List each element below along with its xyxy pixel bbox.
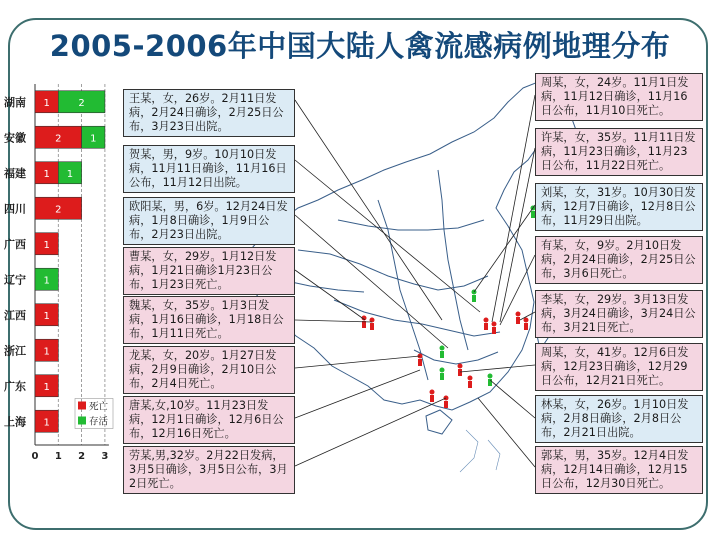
case-card-ouyang: 欧阳某，男，6岁。12月24日发病，1月8日确诊，1月9日公布，2月23日出院。 — [123, 197, 295, 245]
x-tick-label: 1 — [54, 451, 62, 462]
x-tick-label: 2 — [78, 451, 86, 462]
case-card-long: 龙某，女，20岁。1月27日发病，2月9日确诊，2月10日公布，2月4日死亡。 — [123, 346, 295, 394]
alive-marker — [440, 368, 445, 381]
x-tick-label: 3 — [101, 451, 109, 462]
case-card-you: 有某，女，9岁。2月10日发病，2月24日确诊，2月25日公布，3月6日死亡。 — [535, 236, 703, 284]
case-card-he: 贺某，男，9岁。10月10日发病，11月11日确诊，11月16日公布，11月12日出院。 — [123, 145, 295, 193]
category-label: 辽宁 — [4, 273, 26, 287]
case-card-zhou-2: 周某，女，41岁。12月6日发病，12月23日确诊，12月29日公布，12月21日死亡。 — [535, 343, 703, 391]
death-marker — [516, 312, 521, 325]
case-card-lin: 林某，女，26岁。1月10日发病，2月8日确诊，2月8日公布，2月21日出院。 — [535, 395, 703, 443]
death-marker — [430, 390, 435, 403]
case-card-tang: 唐某,女,10岁。11月23日发病，12月1日确诊，12月6日公布，12月16日死亡。 — [123, 396, 295, 444]
legend-label: 死亡 — [89, 401, 109, 413]
case-card-guo: 郭某，男，35岁。12月4日发病，12月14日确诊，12月15日公布，12月30日死亡。 — [535, 446, 703, 494]
death-marker — [444, 396, 449, 409]
legend-swatch — [78, 402, 86, 410]
death-marker — [458, 364, 463, 377]
bar-data-label: 1 — [90, 133, 97, 145]
province-case-chart — [0, 80, 120, 490]
death-marker — [524, 318, 529, 331]
page-title: 2005-2006年中国大陆人禽流感病例地理分布 — [49, 29, 671, 63]
case-card-lao: 劳某,男,32岁。2月22日发病，3月5日确诊，3月5日公布，3月2日死亡。 — [123, 446, 295, 494]
category-label: 福建 — [4, 166, 26, 180]
case-card-li: 李某，女，29岁。3月13日发病，3月24日确诊，3月24日公布，3月21日死亡。 — [535, 290, 703, 338]
death-marker — [418, 354, 423, 367]
hainan-island — [426, 410, 452, 434]
case-card-wei: 魏某，女，35岁。1月3日发病，1月16日确诊，1月18日公布，1月11日死亡。 — [123, 296, 295, 344]
death-marker — [484, 318, 489, 331]
bar-data-label: 1 — [43, 417, 50, 429]
death-marker — [370, 318, 375, 331]
bar-data-label: 1 — [43, 97, 50, 109]
case-card-xu: 许某，女，35岁。11月11日发病，11月23日确诊，11月23日公布，11月22日死亡。 — [535, 128, 703, 176]
category-label: 浙江 — [4, 344, 26, 358]
category-label: 广西 — [4, 237, 26, 251]
legend-swatch — [78, 417, 86, 425]
x-tick-label: 0 — [31, 451, 39, 462]
category-label: 上海 — [4, 415, 26, 429]
bar-data-label: 1 — [43, 239, 50, 251]
south-sea-islands — [460, 430, 500, 472]
bar-data-label: 1 — [43, 310, 50, 322]
bar-data-label: 2 — [55, 133, 62, 145]
alive-marker — [440, 346, 445, 359]
bar-data-label: 1 — [43, 168, 50, 180]
case-card-wang: 王某，女，26岁。2月11日发病，2月24日确诊，2月25日公布，3月23日出院。 — [123, 89, 295, 137]
category-label: 湖南 — [4, 95, 26, 109]
death-marker — [492, 322, 497, 335]
bar-data-label: 2 — [55, 204, 62, 216]
death-marker — [468, 376, 473, 389]
bar-data-label: 1 — [66, 168, 74, 180]
alive-marker — [472, 290, 477, 303]
case-card-zhou-1: 周某，女，24岁。11月1日发病，11月12日确诊，11月16日公布，11月10日死亡。 — [535, 73, 703, 121]
death-marker — [362, 316, 367, 329]
case-card-cao: 曹某，女，29岁。1月12日发病，1月21日确诊1月23日公布，1月23日死亡。 — [123, 247, 295, 295]
category-label: 安徽 — [4, 131, 26, 145]
case-card-liu: 刘某，女，31岁。10月30日发病，12月7日确诊，12月8日公布，11月29日出院。 — [535, 183, 703, 231]
category-label: 四川 — [4, 202, 26, 216]
alive-marker — [488, 374, 493, 387]
bar-data-label: 1 — [43, 346, 50, 358]
category-label: 江西 — [4, 308, 26, 322]
category-label: 广东 — [4, 379, 26, 393]
bar-data-label: 1 — [43, 381, 50, 393]
bar-data-label: 1 — [43, 275, 50, 287]
bar-data-label: 2 — [78, 97, 85, 109]
case-markers — [362, 206, 536, 409]
legend-label: 存活 — [89, 416, 109, 428]
